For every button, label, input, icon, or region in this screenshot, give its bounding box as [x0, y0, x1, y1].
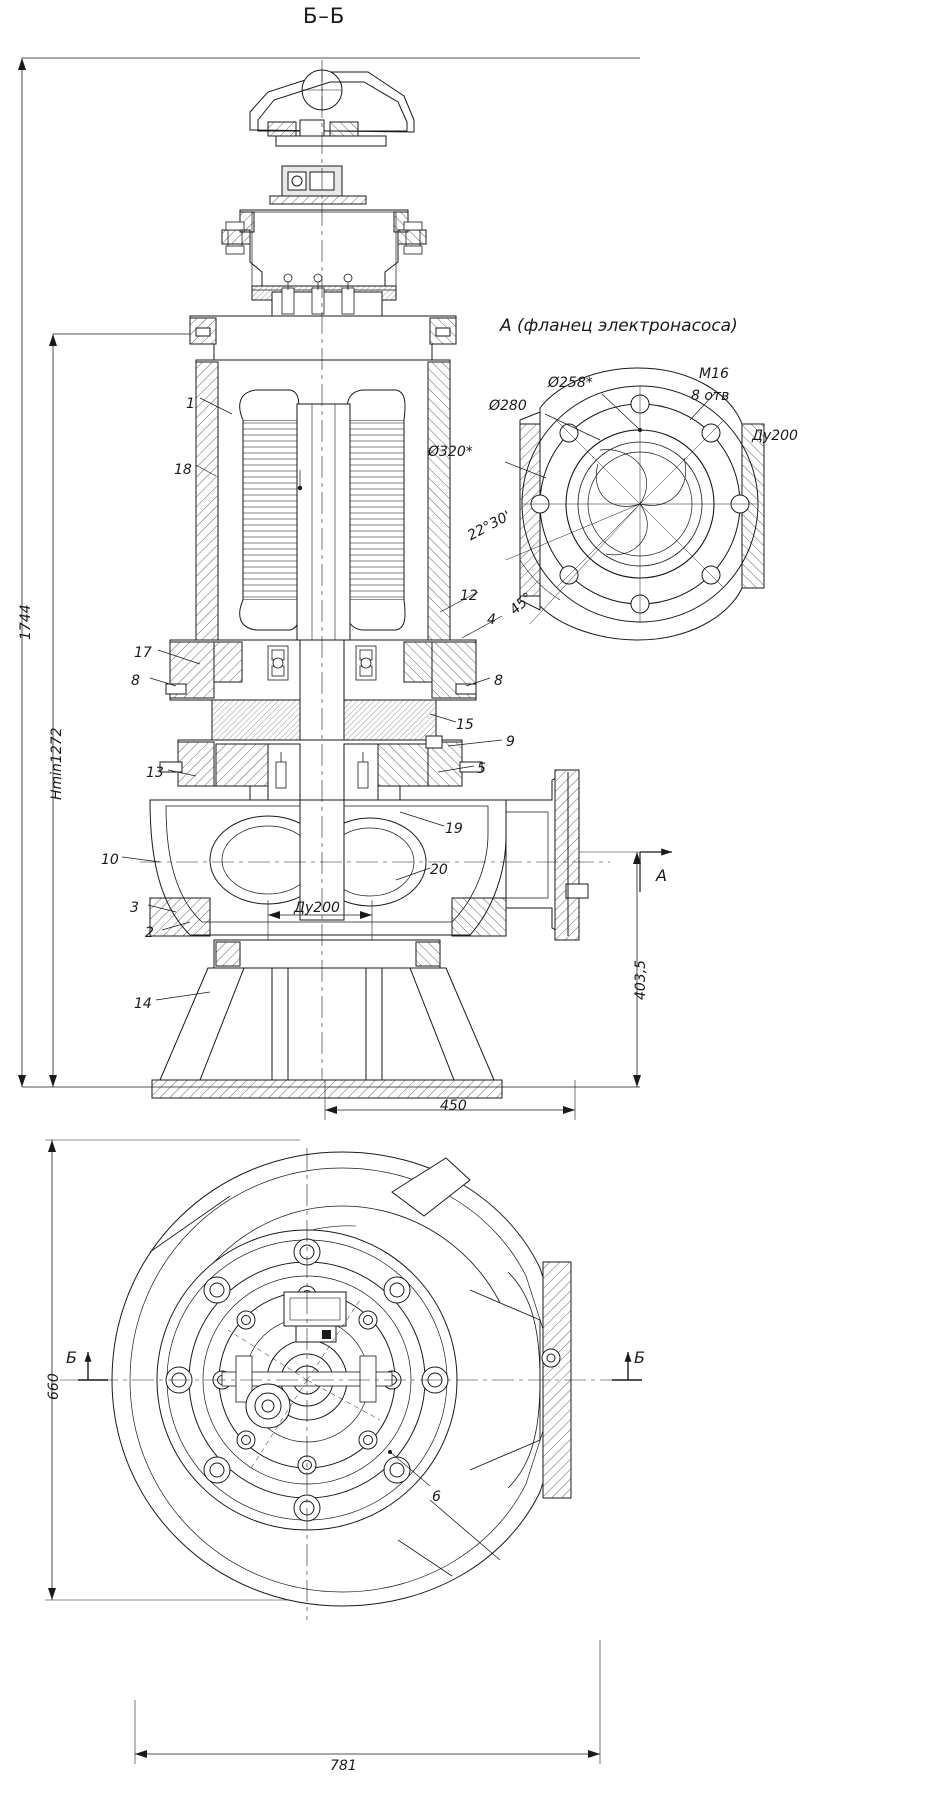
- balloon-10: 10: [101, 852, 119, 868]
- balloon-14: 14: [134, 996, 152, 1012]
- balloon-5: 5: [477, 761, 486, 777]
- angle-45-label: 45°: [506, 589, 536, 619]
- dim-inner-diameter: Ø258*: [548, 375, 593, 391]
- balloon-13: 13: [146, 765, 164, 781]
- balloon-18: 18: [174, 462, 192, 478]
- balloon-6: 6: [432, 1489, 441, 1505]
- balloon-1: 1: [186, 396, 195, 412]
- bolt-count-label: 8 отв: [691, 388, 730, 404]
- section-mark-right: Б: [634, 1348, 645, 1367]
- section-mark-a: А: [656, 866, 667, 885]
- bolt-thread-label: M16: [699, 366, 729, 382]
- dim-hmin: Hmin1272: [49, 727, 65, 800]
- detail-title-a: А (фланец электронасоса): [500, 316, 738, 336]
- balloon-8-right: 8: [494, 673, 503, 689]
- dim-bolt-circle: Ø280: [489, 398, 527, 414]
- dim-discharge-height: 403,5: [633, 959, 649, 1000]
- balloon-12: 12: [460, 588, 478, 604]
- dim-outer-diameter: Ø320*: [428, 444, 473, 460]
- dim-overall-height: 1744: [18, 604, 34, 640]
- dim-plan-depth: 660: [46, 1373, 62, 1400]
- balloon-20: 20: [430, 862, 448, 878]
- balloon-15: 15: [456, 717, 474, 733]
- section-mark-left: Б: [66, 1348, 77, 1367]
- dim-base-width: 450: [440, 1098, 467, 1114]
- nominal-bore-label: Ду200: [752, 428, 798, 444]
- balloon-4: 4: [487, 612, 496, 628]
- plan-view: [45, 1140, 642, 1764]
- dim-plan-width: 781: [330, 1758, 357, 1774]
- balloon-8-left: 8: [131, 673, 140, 689]
- flange-detail-view: [505, 368, 764, 640]
- balloon-2: 2: [145, 925, 154, 941]
- balloon-17: 17: [134, 645, 152, 661]
- angle-2230-label: 22°30': [464, 508, 514, 544]
- drawing-title: Б–Б: [303, 4, 346, 28]
- dim-nozzle-main: Ду200: [294, 900, 340, 916]
- balloon-3: 3: [130, 900, 139, 916]
- balloon-19: 19: [445, 821, 463, 837]
- balloon-9: 9: [506, 734, 515, 750]
